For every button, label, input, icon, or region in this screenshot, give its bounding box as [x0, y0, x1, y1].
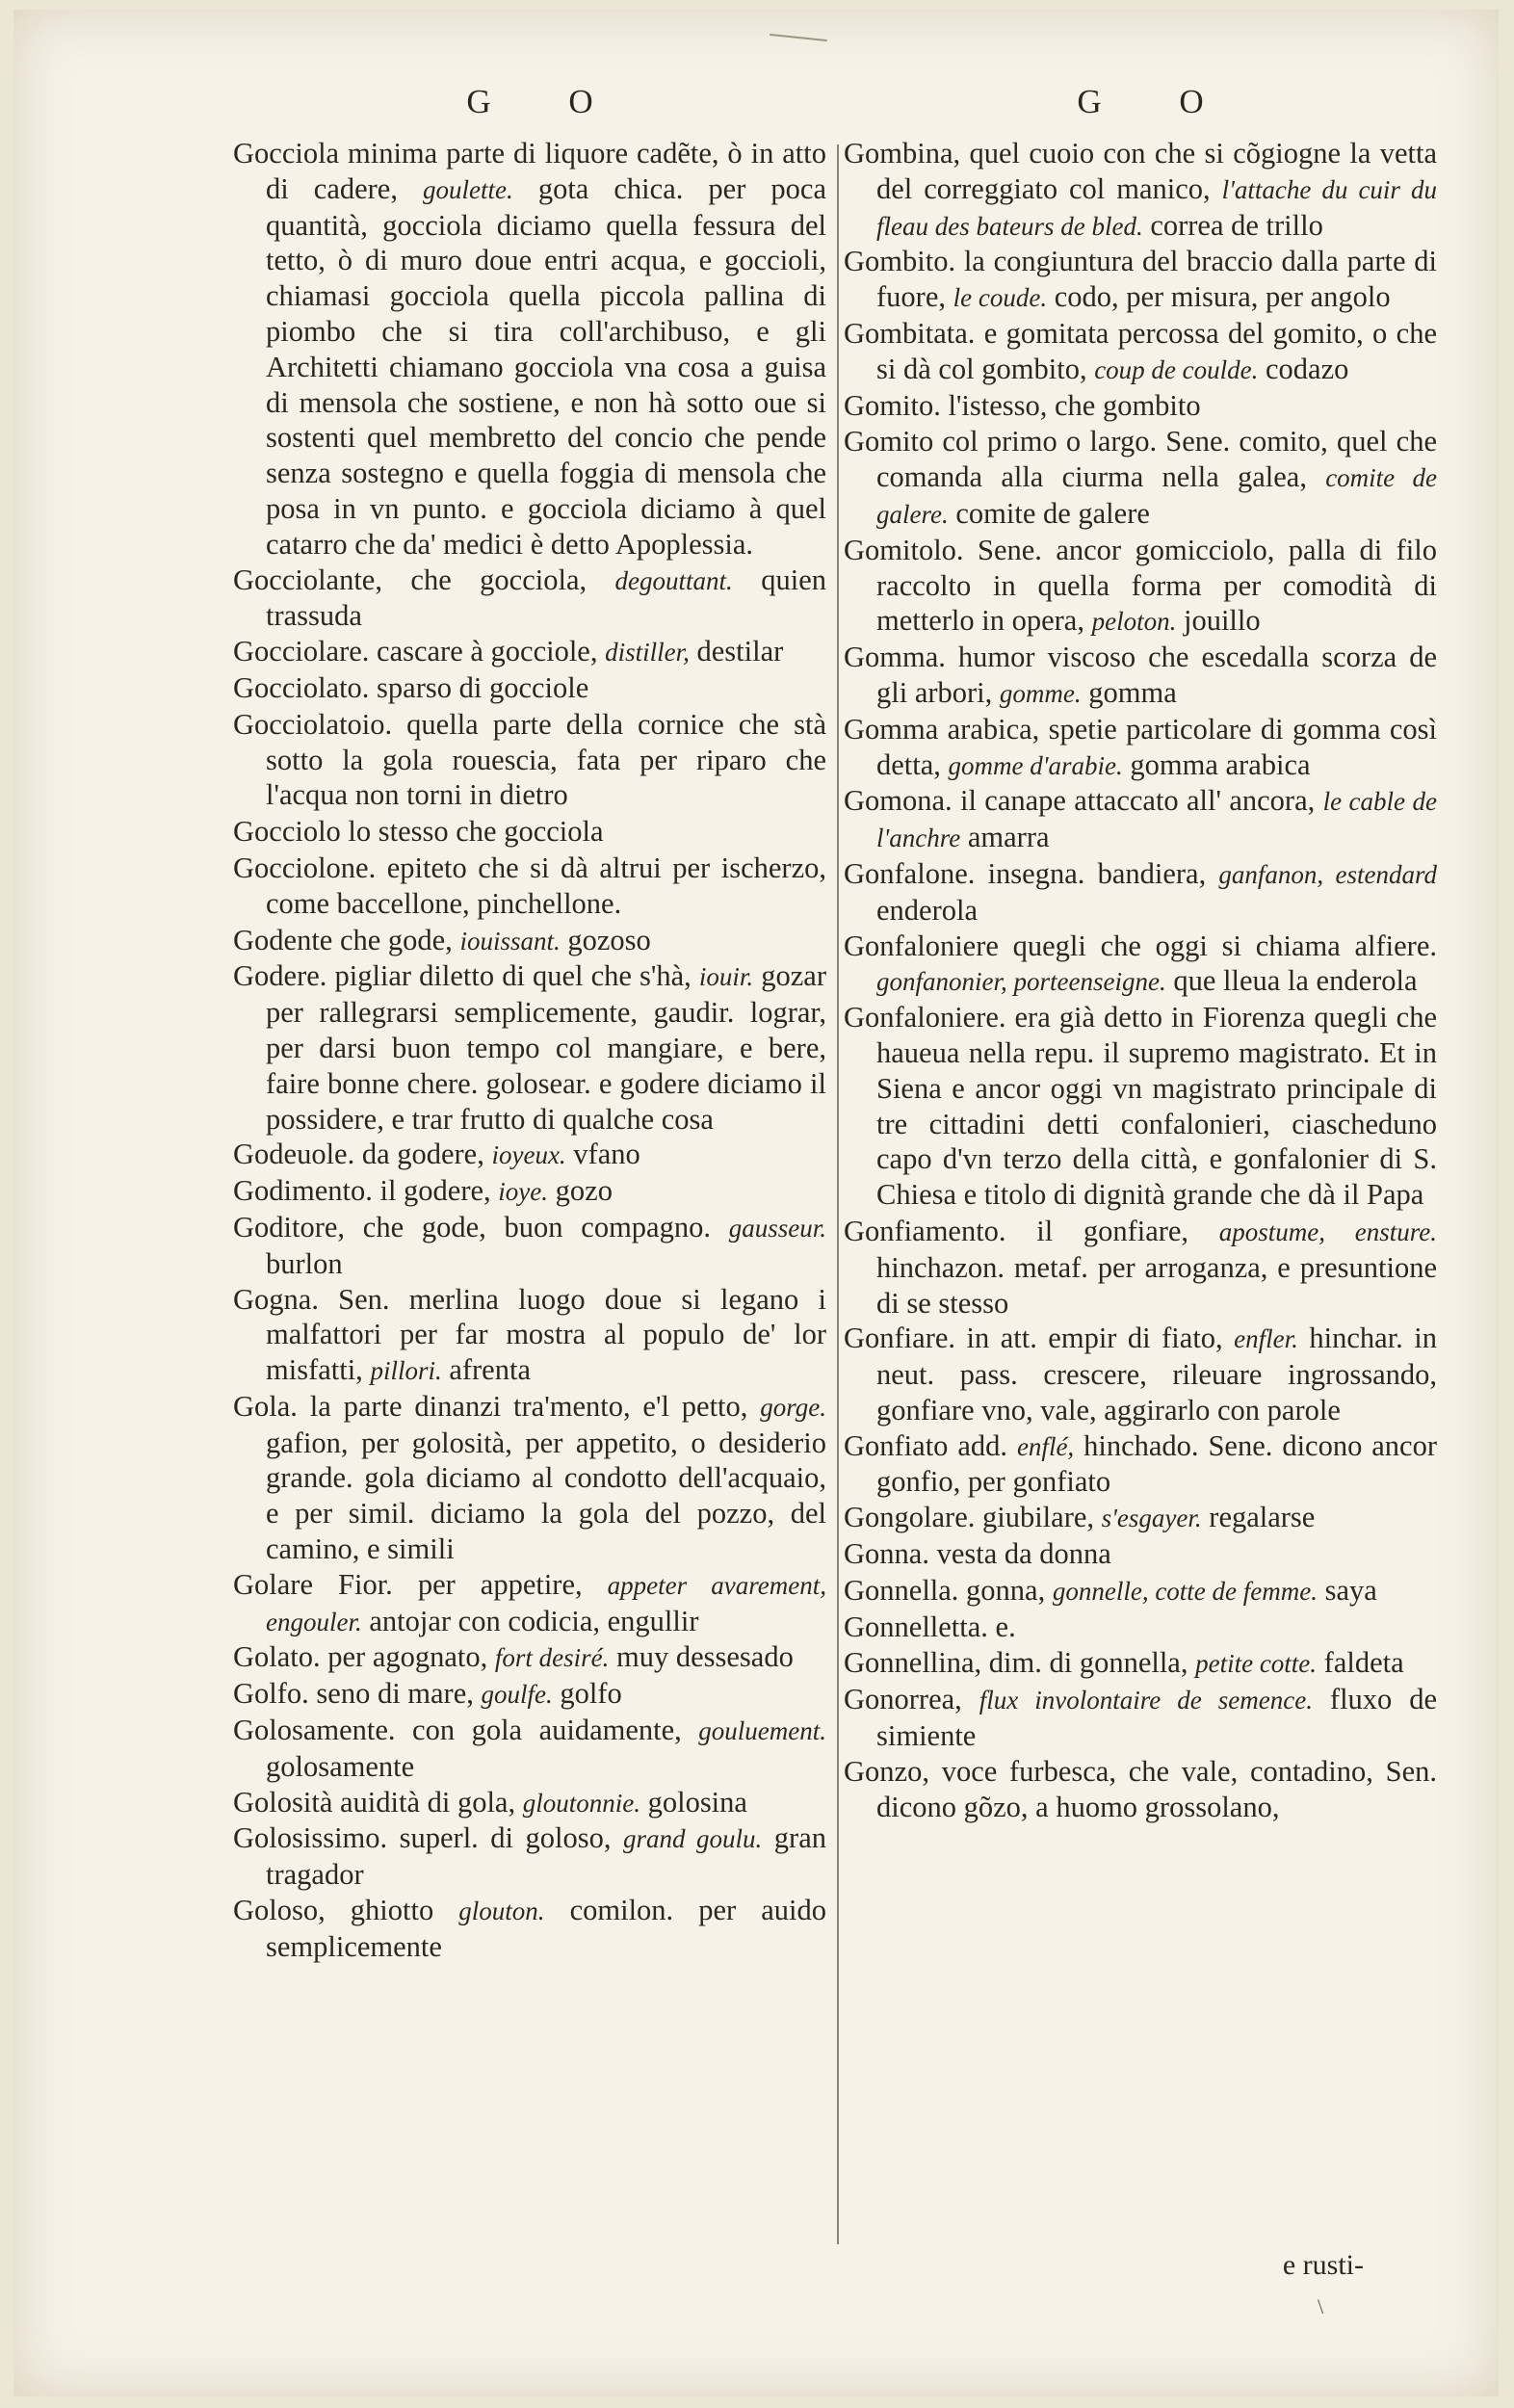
- dictionary-entry: [844, 1536, 1437, 1573]
- entry-text: Gonfaloniere. era già detto in Fiorenza quegli che haueua nella repu. il supremo magistrato. Et in Siena e ancor oggi vn magistrato principale di tre cittadini detti confalonieri, ciascheduno capo d'vn terzo della città, e gonfalonier di S. Chiesa e titolo di dignità grande che dà il Papa: [844, 1001, 1437, 1212]
- entry-text: Golfo. seno di mare,: [233, 1677, 482, 1711]
- entry-french-gloss: gomme d'arabie.: [948, 750, 1123, 780]
- entry-french-gloss: s'esgayer.: [1101, 1504, 1202, 1533]
- dictionary-entry: [844, 1321, 1437, 1427]
- entry-french-gloss: gorge.: [760, 1392, 826, 1422]
- dictionary-entry: [233, 1785, 826, 1821]
- entry-french-gloss: ioyeux.: [491, 1140, 566, 1170]
- dictionary-entry: [233, 1137, 826, 1173]
- entry-spanish-gloss: saya: [1318, 1573, 1377, 1607]
- entry-french-gloss: gonnelle, cotte de femme.: [1052, 1576, 1318, 1606]
- entry-french-gloss: degouttant.: [614, 565, 733, 595]
- dictionary-entry: [844, 1610, 1437, 1646]
- dictionary-entry: [233, 1639, 826, 1676]
- right-column-header: G O: [1077, 83, 1239, 120]
- entry-french-gloss: goulfe.: [481, 1680, 553, 1710]
- entry-french-gloss: glouton.: [458, 1897, 545, 1926]
- entry-spanish-gloss: codo, per misura, per angolo: [1047, 280, 1391, 314]
- dictionary-entry: [233, 1567, 826, 1640]
- left-entry-list: [233, 136, 826, 1965]
- dictionary-page: [13, 10, 1499, 2396]
- entry-spanish-gloss: gafion, per golosità, per appetito, o desiderio grande. gola diciamo al condotto dell'acquaio, e per simil. diciamo la gola del pozzo, del camino, e simili: [266, 1426, 826, 1566]
- entry-french-gloss: gonfanonier, porteenseigne.: [876, 967, 1166, 997]
- entry-french-gloss: ganfanon, estendard: [1218, 859, 1437, 889]
- entry-spanish-gloss: hinchar. in neut. pass. crescere, rileuare ingrossando, gonfiare vno, vale, aggirarlo con parole: [876, 1322, 1438, 1426]
- entry-text: Gonnella. gonna,: [844, 1573, 1053, 1607]
- entry-french-gloss: enflé,: [1016, 1431, 1075, 1461]
- dictionary-entry: [233, 1820, 826, 1893]
- entry-spanish-gloss: enderola: [876, 893, 978, 927]
- dictionary-entry: [844, 533, 1437, 640]
- entry-french-gloss: apostume, ensture.: [1218, 1217, 1437, 1246]
- entry-text: Goloso, ghiotto: [233, 1894, 459, 1927]
- entry-text: Golosissimo. superl. di goloso,: [233, 1821, 623, 1855]
- dictionary-entry: [233, 851, 826, 923]
- entry-french-gloss: l'attache du cuir du fleau des bateurs de bled.: [876, 174, 1437, 241]
- entry-text: Godere. pigliar diletto di quel che s'hà,: [233, 959, 699, 993]
- entry-text: Gonfiato add.: [844, 1428, 1017, 1462]
- dictionary-entry: [844, 1754, 1437, 1826]
- entry-text: Godeuole. da godere,: [233, 1138, 492, 1171]
- entry-text: Gonfaloniere quegli che oggi si chiama alfiere.: [844, 929, 1437, 962]
- entry-spanish-gloss: golosina: [640, 1785, 747, 1819]
- entry-french-gloss: petite cotte.: [1195, 1649, 1318, 1679]
- entry-french-gloss: peloton.: [1091, 607, 1177, 637]
- stray-mark: \: [1318, 2294, 1324, 2318]
- entry-spanish-gloss: jouillo: [1176, 604, 1261, 638]
- entry-text: Gocciolatoio. quella parte della cornice che stà sotto la gola rouescia, fata per riparo che l'acqua non torni in dietro: [233, 707, 826, 812]
- dictionary-entry: [233, 958, 826, 1137]
- dictionary-entry: [233, 670, 826, 707]
- entry-spanish-gloss: gomma arabica: [1122, 747, 1311, 781]
- entry-text: Gombitata. e gomitata percossa del gomito, o che si dà col gombito,: [844, 316, 1437, 385]
- entry-spanish-gloss: vfano: [565, 1138, 640, 1171]
- entry-text: Golosamente. con gola auidamente,: [233, 1714, 699, 1747]
- entry-text: Gonfiare. in att. empir di fiato,: [844, 1322, 1235, 1355]
- entry-spanish-gloss: regalarse: [1201, 1501, 1316, 1534]
- entry-text: Gomma. humor viscoso che escedalla scorza de gli arbori,: [844, 641, 1437, 709]
- column-divider: [837, 144, 839, 2244]
- page-edge-mark: [770, 34, 827, 41]
- entry-text: Golato. per agognato,: [233, 1640, 495, 1674]
- entry-spanish-gloss: que lleua la enderola: [1165, 964, 1418, 998]
- entry-spanish-gloss: gomma: [1081, 675, 1177, 709]
- dictionary-entry: [844, 1500, 1437, 1536]
- entry-text: Godente che gode,: [233, 923, 460, 956]
- entry-text: Gombina, quel cuoio con che si cõgiogne la vetta del correggiato col manico,: [844, 137, 1437, 205]
- entry-spanish-gloss: codazo: [1258, 352, 1349, 385]
- entry-spanish-gloss: gozar per rallegrarsi semplicemente, gaudir. lograr, per darsi buon tempo col mangiare, e bere, faire bonne chere. golosear. e godere diciamo il possidere, e trar frutto di qualche cosa: [266, 959, 826, 1136]
- entry-text: Gonorrea,: [844, 1683, 979, 1716]
- entry-spanish-gloss: amarra: [960, 821, 1050, 854]
- entry-text: Gonfalone. insegna. bandiera,: [844, 856, 1219, 890]
- entry-text: Gonnellina, dim. di gonnella,: [844, 1646, 1196, 1680]
- entry-text: Gocciolare. cascare à gocciole,: [233, 635, 606, 668]
- entry-spanish-gloss: golosamente: [266, 1749, 415, 1783]
- dictionary-entry: [844, 136, 1437, 244]
- entry-french-gloss: gouluement.: [698, 1716, 826, 1746]
- entry-text: Gocciolante, che gocciola,: [233, 563, 615, 596]
- dictionary-entry: [844, 1428, 1437, 1501]
- dictionary-entry: [233, 1282, 826, 1389]
- entry-spanish-gloss: comilon. per auido semplicemente: [266, 1894, 826, 1963]
- entry-text: Golosità auidità di gola,: [233, 1785, 523, 1819]
- entry-french-gloss: grand goulu.: [622, 1824, 763, 1854]
- dictionary-entry: [844, 424, 1437, 532]
- entry-french-gloss: iouir.: [698, 962, 754, 992]
- entry-text: Gomitolo. Sene. ancor gomicciolo, palla di filo raccolto in quella forma per comodità di metterlo in opera,: [844, 533, 1437, 638]
- entry-french-gloss: coup de coulde.: [1094, 354, 1259, 384]
- entry-spanish-gloss: fluxo de simiente: [876, 1683, 1438, 1753]
- dictionary-entry: [844, 856, 1437, 929]
- entry-spanish-gloss: correa de trillo: [1142, 208, 1323, 242]
- entry-spanish-gloss: quien trassuda: [266, 563, 826, 633]
- entry-text: Gocciolato. sparso di gocciole: [233, 670, 589, 704]
- entry-french-gloss: appeter avarement, engouler.: [266, 1570, 826, 1636]
- entry-french-gloss: ioye.: [498, 1177, 549, 1207]
- entry-text: Gongolare. giubilare,: [844, 1501, 1102, 1534]
- dictionary-entry: [844, 1682, 1437, 1754]
- entry-french-gloss: le coude.: [953, 283, 1048, 313]
- entry-french-gloss: goulette.: [423, 174, 513, 204]
- entry-text: Gonzo, voce furbesca, che vale, contadino, Sen. dicono gõzo, a huomo grossolano,: [844, 1754, 1437, 1823]
- right-entry-list: [844, 136, 1437, 1825]
- entry-spanish-gloss: burlon: [266, 1246, 343, 1280]
- entry-text: Gomito. l'istesso, che gombito: [844, 388, 1201, 422]
- dictionary-entry: [844, 1000, 1437, 1214]
- entry-text: Gocciola minima parte di liquore cadẽte, ò in atto di cadere,: [233, 137, 826, 205]
- entry-text: Gocciolo lo stesso che gocciola: [233, 815, 604, 849]
- dictionary-entry: [233, 1210, 826, 1282]
- dictionary-entry: [844, 712, 1437, 784]
- dictionary-entry: [233, 1389, 826, 1567]
- entry-french-gloss: gloutonnie.: [522, 1788, 640, 1818]
- dictionary-entry: [233, 1893, 826, 1965]
- entry-spanish-gloss: afrenta: [441, 1353, 531, 1387]
- dictionary-entry: [233, 634, 826, 670]
- entry-text: Gomito col primo o largo. Sene. comito, quel che comanda alla ciurma nella galea,: [844, 425, 1437, 494]
- entry-french-gloss: flux involontaire de semence.: [979, 1686, 1313, 1715]
- entry-spanish-gloss: golfo: [552, 1677, 622, 1711]
- entry-text: Gocciolone. epiteto che si dà altrui per ischerzo, come baccellone, pinchellone.: [233, 851, 826, 920]
- dictionary-entry: [233, 814, 826, 851]
- entry-spanish-gloss: gota chica. per poca quantità, gocciola diciamo quella fessura del tetto, ò di muro doue entri acqua, e goccioli, chiamasi gocciola quella piccola pallina di piombo che si tira coll'archibuso, e gli Architetti chiamano gocciola vna cosa a guisa di mensola che sostiene, e non hà sotto oue si sostenti quel membretto del concio che pende senza sostegno e quella foggia di mensola che posa in vn punto. e gocciola diciamo à quel catarro che da' medici è detto Apoplessia.: [266, 171, 826, 561]
- dictionary-entry: [844, 316, 1437, 388]
- entry-french-gloss: distiller,: [605, 638, 690, 667]
- entry-french-gloss: iouissant.: [459, 926, 561, 955]
- entry-text: Gogna. Sen. merlina luogo doue si legano i malfattori per far mostra al populo de' lor misfatti,: [233, 1282, 826, 1387]
- entry-text: Gonnelletta. e.: [844, 1610, 1016, 1643]
- dictionary-entry: [844, 783, 1437, 856]
- entry-text: Gola. la parte dinanzi tra'mento, e'l petto,: [233, 1389, 761, 1423]
- dictionary-entry: [844, 1573, 1437, 1610]
- left-column-header: G O: [466, 83, 628, 120]
- entry-spanish-gloss: gozoso: [560, 923, 651, 956]
- entry-french-gloss: fort desiré.: [494, 1643, 610, 1673]
- catchword: e rusti-: [1282, 2249, 1364, 2281]
- dictionary-entry: [233, 1173, 826, 1210]
- dictionary-entry: [844, 1214, 1437, 1321]
- entry-spanish-gloss: faldeta: [1317, 1646, 1404, 1680]
- dictionary-entry: [233, 136, 826, 563]
- entry-text: Godimento. il godere,: [233, 1174, 499, 1208]
- entry-french-gloss: pillori.: [370, 1356, 442, 1386]
- entry-spanish-gloss: destilar: [689, 635, 784, 668]
- entry-spanish-gloss: hinchado. Sene. dicono ancor gonfio, per gonfiato: [876, 1428, 1437, 1499]
- dictionary-entry: [233, 563, 826, 635]
- dictionary-entry: [844, 244, 1437, 316]
- entry-french-gloss: comite de galere.: [876, 463, 1437, 529]
- entry-text: Gomona. il canape attaccato all' ancora,: [844, 784, 1323, 818]
- entry-french-gloss: le cable de l'anchre: [876, 787, 1437, 853]
- entry-spanish-gloss: comite de galere: [948, 496, 1150, 530]
- entry-spanish-gloss: antojar con codicia, engullir: [361, 1604, 699, 1637]
- dictionary-entry: [844, 640, 1437, 712]
- entry-text: Golare Fior. per appetire,: [233, 1567, 608, 1601]
- dictionary-entry: [233, 1713, 826, 1785]
- dictionary-entry: [233, 707, 826, 814]
- left-column: [233, 82, 826, 1965]
- entry-french-gloss: enfler.: [1234, 1324, 1298, 1354]
- entry-spanish-gloss: gozo: [548, 1174, 613, 1208]
- entry-spanish-gloss: muy dessesado: [609, 1640, 794, 1674]
- entry-text: Gomma arabica, spetie particolare di gomma così detta,: [844, 712, 1437, 781]
- entry-spanish-gloss: gran tragador: [266, 1821, 826, 1892]
- dictionary-entry: [233, 923, 826, 959]
- entry-spanish-gloss: hinchazon. metaf. per arroganza, e presuntione di se stesso: [876, 1250, 1437, 1320]
- entry-text: Gonna. vesta da donna: [844, 1537, 1111, 1571]
- entry-text: Gonfiamento. il gonfiare,: [844, 1214, 1219, 1247]
- entry-text: Gombito. la congiuntura del braccio dalla parte di fuore,: [844, 245, 1437, 314]
- dictionary-entry: [844, 1645, 1437, 1682]
- entry-french-gloss: gausseur.: [728, 1213, 826, 1243]
- entry-french-gloss: gomme.: [999, 678, 1082, 708]
- dictionary-entry: [844, 929, 1437, 1001]
- entry-text: Goditore, che gode, buon compagno.: [233, 1210, 729, 1243]
- right-column: [844, 82, 1437, 1825]
- dictionary-entry: [233, 1676, 826, 1713]
- dictionary-entry: [844, 388, 1437, 425]
